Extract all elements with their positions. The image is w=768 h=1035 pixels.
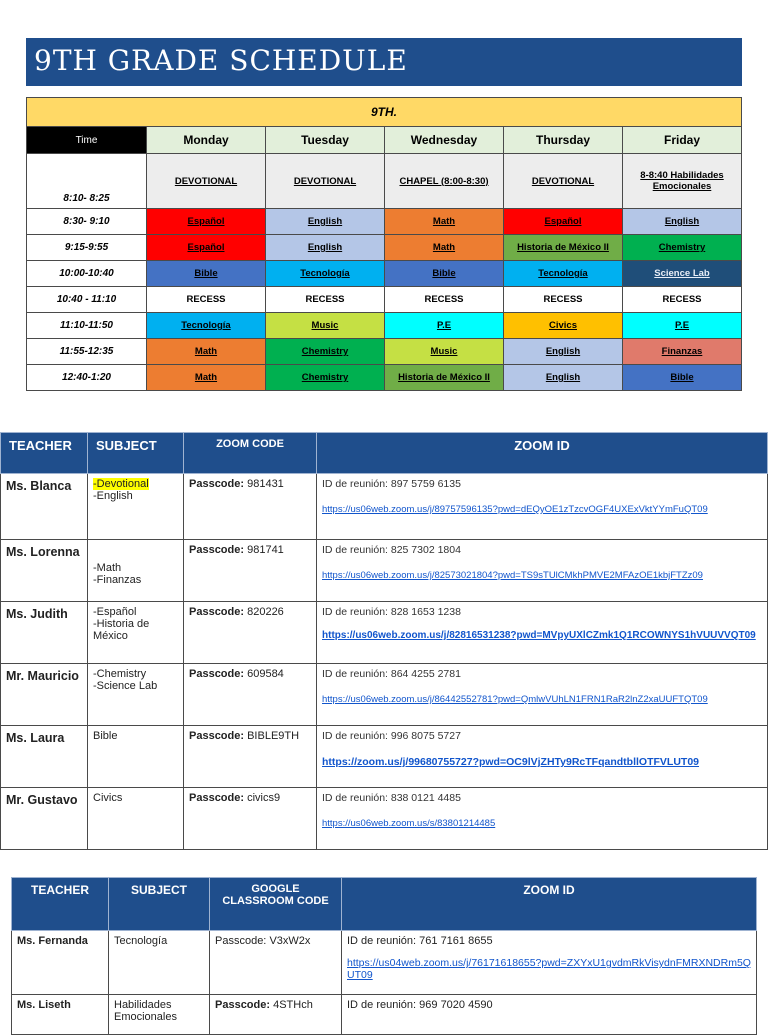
teacher-name: Ms. Laura [1, 726, 88, 788]
class-label[interactable]: Science Lab [654, 268, 710, 279]
class-label[interactable]: DEVOTIONAL [531, 175, 595, 187]
zoom-id-cell [317, 474, 768, 540]
zoom-id-cell [342, 995, 757, 1035]
table-row [1, 726, 768, 788]
teacher-name: Mr. Gustavo [1, 788, 88, 850]
class-label[interactable]: Bible [670, 372, 694, 383]
class-cell [385, 339, 504, 365]
subject-text: -English [93, 490, 133, 502]
class-label[interactable]: Bible [432, 268, 456, 279]
title-banner [26, 38, 742, 86]
passcode-label: Passcode: [215, 999, 271, 1011]
class-label[interactable]: Tecnología [181, 320, 231, 331]
col-header-teacher: TEACHER [1, 433, 88, 474]
teachers-zoom-table [0, 432, 768, 850]
col-header-zoom-code: ZOOM CODE [184, 433, 317, 474]
meeting-id: ID de reunión: 969 7020 4590 [347, 999, 493, 1011]
class-label[interactable]: 8-8:40 Habilidades Emocionales [640, 170, 724, 192]
class-label[interactable]: Music [430, 346, 458, 357]
class-cell [147, 209, 266, 235]
time-slot: 11:55-12:35 [27, 339, 147, 365]
passcode-value: civics9 [247, 792, 281, 804]
zoom-link[interactable]: https://us06web.zoom.us/j/86442552781?pwd=QmlwVUhLN1FRN1RaR2lnZ2xaUUFTQT09 [322, 694, 708, 705]
class-label[interactable]: CHAPEL (8:00-8:30) [399, 175, 489, 187]
passcode-value: BIBLE9TH [247, 730, 300, 742]
col-header-teacher: TEACHER [12, 878, 109, 931]
class-cell [385, 235, 504, 261]
class-label[interactable]: Historia de México II [398, 372, 490, 383]
class-label: RECESS [305, 294, 345, 305]
passcode-cell [184, 474, 317, 540]
subject-text: -Español -Historia de México [93, 606, 150, 642]
meeting-id: ID de reunión: 828 1653 1238 [322, 606, 461, 618]
class-label[interactable]: Tecnología [300, 268, 350, 279]
col-header-subject: SUBJECT [109, 878, 210, 931]
class-cell [504, 287, 623, 313]
subject-text: Bible [93, 730, 118, 742]
class-cell [147, 235, 266, 261]
zoom-link[interactable]: https://us06web.zoom.us/s/83801214485 [322, 818, 496, 829]
class-cell [266, 287, 385, 313]
class-cell [504, 261, 623, 287]
col-header-subject: SUBJECT [88, 433, 184, 474]
teacher-name: Ms. Fernanda [12, 931, 109, 995]
day-header: Friday [623, 127, 742, 154]
schedule-row [27, 287, 742, 313]
passcode-label: Passcode: [189, 730, 245, 742]
subject-cell [88, 664, 184, 726]
class-label[interactable]: English [545, 372, 581, 383]
meeting-id: ID de reunión: 838 0121 4485 [322, 792, 461, 804]
class-cell [385, 287, 504, 313]
class-cell [623, 154, 742, 209]
class-cell [623, 235, 742, 261]
class-cell [147, 365, 266, 391]
passcode-label: Passcode: [189, 606, 245, 618]
classroom-code-cell [210, 931, 342, 995]
class-label[interactable]: English [664, 216, 700, 227]
table-row [1, 474, 768, 540]
time-slot: 10:40 - 11:10 [27, 287, 147, 313]
subject-cell [88, 602, 184, 664]
passcode-value: 4STHch [273, 999, 313, 1011]
zoom-id-cell [342, 931, 757, 995]
class-label[interactable]: Chemistry [301, 372, 349, 383]
class-cell [266, 154, 385, 209]
class-label[interactable]: Math [194, 346, 218, 357]
schedule-row [27, 261, 742, 287]
zoom-id-cell [317, 664, 768, 726]
schedule-row [27, 313, 742, 339]
class-label[interactable]: P.E [674, 320, 690, 331]
teachers-zoom-body [1, 474, 768, 850]
day-header: Thursday [504, 127, 623, 154]
teacher-name: Ms. Lorenna [1, 540, 88, 602]
schedule-row [27, 209, 742, 235]
time-slot: 9:15-9:55 [27, 235, 147, 261]
class-cell [266, 235, 385, 261]
class-label[interactable]: English [307, 216, 343, 227]
class-label[interactable]: Español [187, 242, 225, 253]
class-label[interactable]: Bible [194, 268, 218, 279]
zoom-id-cell [317, 602, 768, 664]
col-header-zoom-id: ZOOM ID [342, 878, 757, 931]
class-label: RECESS [543, 294, 583, 305]
col-header-zoom-id: ZOOM ID [317, 433, 768, 474]
class-label[interactable]: Math [432, 216, 456, 227]
class-cell [385, 261, 504, 287]
passcode-label: Passcode: [189, 792, 245, 804]
subject-cell [88, 788, 184, 850]
passcode-value: V3xW2x [269, 935, 311, 947]
subject-text: -Math -Finanzas [93, 562, 142, 586]
class-label[interactable]: Math [194, 372, 218, 383]
passcode-value: 981741 [247, 544, 284, 556]
day-header: Monday [147, 127, 266, 154]
time-slot: 10:00-10:40 [27, 261, 147, 287]
meeting-id: ID de reunión: 761 7161 8655 [347, 935, 493, 947]
class-cell [266, 313, 385, 339]
subject-text: Civics [93, 792, 123, 804]
passcode-label: Passcode: [189, 544, 245, 556]
class-label[interactable]: Civics [549, 320, 577, 331]
class-label[interactable]: Finanzas [661, 346, 703, 357]
passcode-cell [184, 540, 317, 602]
time-slot: 8:30- 9:10 [27, 209, 147, 235]
class-label[interactable]: Music [311, 320, 339, 331]
classroom-body [12, 931, 757, 1035]
teacher-name: Ms. Liseth [12, 995, 109, 1035]
class-cell [623, 287, 742, 313]
class-cell [266, 365, 385, 391]
class-cell [623, 261, 742, 287]
class-label[interactable]: English [307, 242, 343, 253]
schedule-row [27, 235, 742, 261]
class-label[interactable]: Tecnología [538, 268, 588, 279]
class-label[interactable]: Chemistry [301, 346, 349, 357]
schedule-row [27, 365, 742, 391]
subject-text: -Chemistry -Science Lab [93, 668, 158, 692]
time-slot: 8:10- 8:25 [27, 154, 147, 209]
subject-cell: Habilidades Emocionales [109, 995, 210, 1035]
teacher-name: Mr. Mauricio [1, 664, 88, 726]
class-label[interactable]: Chemistry [658, 242, 706, 253]
passcode-cell [184, 602, 317, 664]
day-header: Tuesday [266, 127, 385, 154]
class-label[interactable]: Español [544, 216, 582, 227]
classroom-table [11, 877, 757, 1035]
subject-cell [88, 726, 184, 788]
passcode-label: Passcode: [189, 478, 245, 490]
class-label[interactable]: P.E [436, 320, 452, 331]
class-cell [504, 313, 623, 339]
class-label: RECESS [424, 294, 464, 305]
class-cell [266, 261, 385, 287]
class-label[interactable]: DEVOTIONAL [174, 175, 238, 187]
class-cell [385, 209, 504, 235]
meeting-id: ID de reunión: 996 8075 5727 [322, 730, 461, 742]
table-row [1, 788, 768, 850]
table-row [1, 664, 768, 726]
zoom-link[interactable]: https://us04web.zoom.us/j/76171618655?pwd=ZXYxU1gvdmRkVisydnFMRXNDRm5QUT09 [347, 957, 751, 981]
highlighted-subject: -Devotional [93, 478, 149, 490]
day-header: Wednesday [385, 127, 504, 154]
passcode-value: 981431 [247, 478, 284, 490]
class-cell [504, 209, 623, 235]
time-slot: 12:40-1:20 [27, 365, 147, 391]
passcode-value: 820226 [247, 606, 284, 618]
class-cell [147, 287, 266, 313]
class-cell [266, 209, 385, 235]
table-row [1, 540, 768, 602]
class-cell [623, 339, 742, 365]
zoom-link[interactable]: https://zoom.us/j/99680755727?pwd=OC9lVjZHTy9RcTFqandtbllOTFVLUT09 [322, 756, 700, 768]
zoom-link[interactable]: https://us06web.zoom.us/j/82573021804?pwd=TS9sTUlCMkhPMVE2MFAzOE1kbjFTZz09 [322, 570, 703, 581]
class-cell [266, 339, 385, 365]
passcode-cell [184, 788, 317, 850]
class-cell [385, 154, 504, 209]
class-label[interactable]: Math [432, 242, 456, 253]
schedule-row [27, 154, 742, 209]
zoom-link[interactable]: https://us06web.zoom.us/j/89757596135?pwd=dEQyOE1zTzcvOGF4UXExVktYYmFuQT09 [322, 504, 708, 515]
passcode-label: Passcode: [215, 935, 267, 947]
class-cell [504, 365, 623, 391]
class-cell [504, 339, 623, 365]
table-row [1, 602, 768, 664]
class-label[interactable]: Español [187, 216, 225, 227]
table-row [12, 931, 757, 995]
time-slot: 11:10-11:50 [27, 313, 147, 339]
class-cell [385, 365, 504, 391]
teacher-name: Ms. Blanca [1, 474, 88, 540]
class-cell [147, 339, 266, 365]
passcode-cell [184, 726, 317, 788]
class-cell [623, 313, 742, 339]
table-row [12, 995, 757, 1035]
class-label: RECESS [662, 294, 702, 305]
time-column-header: Time [27, 127, 147, 154]
class-cell [504, 154, 623, 209]
class-cell [504, 235, 623, 261]
zoom-id-cell [317, 788, 768, 850]
passcode-label: Passcode: [189, 668, 245, 680]
class-cell [623, 209, 742, 235]
class-cell [385, 313, 504, 339]
class-label[interactable]: Historia de México II [517, 242, 609, 253]
class-label[interactable]: English [545, 346, 581, 357]
class-label: RECESS [186, 294, 226, 305]
subject-cell [88, 474, 184, 540]
passcode-value: 609584 [247, 668, 284, 680]
schedule-header: 9TH. [27, 98, 742, 127]
col-header-classroom-code: GOOGLE CLASSROOM CODE [210, 878, 342, 931]
class-cell [147, 154, 266, 209]
subject-cell: Tecnología [109, 931, 210, 995]
class-cell [147, 261, 266, 287]
class-label[interactable]: DEVOTIONAL [293, 175, 357, 187]
page-title: 9TH GRADE SCHEDULE [34, 44, 408, 77]
schedule-table [26, 97, 742, 391]
passcode-cell [184, 664, 317, 726]
meeting-id: ID de reunión: 825 7302 1804 [322, 544, 461, 556]
teacher-name: Ms. Judith [1, 602, 88, 664]
classroom-code-cell [210, 995, 342, 1035]
zoom-link[interactable]: https://us06web.zoom.us/j/82816531238?pwd=MVpyUXlCZmk1Q1RCOWNYS1hVUUVVQT09 [322, 630, 756, 641]
class-cell [147, 313, 266, 339]
subject-cell [88, 540, 184, 602]
meeting-id: ID de reunión: 864 4255 2781 [322, 668, 461, 680]
schedule-row [27, 339, 742, 365]
meeting-id: ID de reunión: 897 5759 6135 [322, 478, 461, 490]
schedule-body [27, 154, 742, 391]
class-cell [623, 365, 742, 391]
zoom-id-cell [317, 726, 768, 788]
zoom-id-cell [317, 540, 768, 602]
